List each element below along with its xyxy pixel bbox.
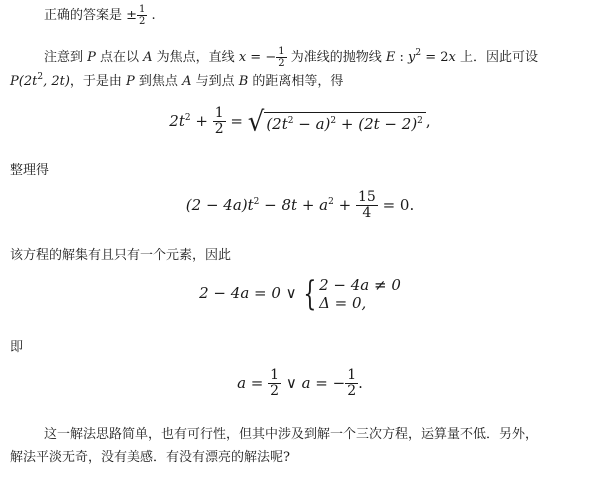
left-brace: {: [303, 274, 317, 314]
paragraph-conclusion-line2: 解法平淡无奇，没有美感．有没有漂亮的解法呢?: [10, 450, 290, 465]
equation-distance: $2t^2$ + $\frac{1}{2}$ = √ $(2t^2 - a)^2 + (2t - 2)^2$ ,: [169, 105, 431, 138]
equation-result: a = $\frac{1}{2}$ ∨ a = − $\frac{1}{2}$ .: [237, 367, 363, 400]
answer-line: 正确的答案是 ± $\frac{1}{2}$ .: [44, 4, 156, 27]
paragraph-therefore: 即: [10, 340, 24, 355]
cases-block: 2 − 4a ≠ 0 Δ = 0,: [319, 276, 401, 312]
paragraph-unique-solution: 该方程的解集有且只有一个元素，因此: [10, 248, 232, 263]
fraction: $\frac{1}{2}$: [139, 4, 146, 27]
paragraph-intro-line1: 注意到 P 点在以 A 为焦点，直线 x = − $\frac{1}{2}$ 为准线的抛物线 E : $y^2 = 2x$ 上．因此可设: [44, 46, 539, 69]
paragraph-simplify: 整理得: [10, 163, 50, 178]
square-root: √ $(2t^2 - a)^2 + (2t - 2)^2$: [248, 109, 426, 135]
fraction: $\frac{1}{2}$: [270, 367, 280, 400]
fraction: $\frac{1}{2}$: [347, 367, 357, 400]
fraction: $\frac{15}{4}$: [357, 189, 376, 222]
equation-cases: 2 − 4a = 0 ∨ { 2 − 4a ≠ 0 Δ = 0,: [199, 274, 401, 314]
paragraph-conclusion-line1: 这一解法思路简单，也有可行性，但其中涉及到解一个三次方程，运算量不低．另外，: [44, 427, 539, 442]
fraction: $\frac{1}{2}$: [214, 105, 224, 138]
fraction: $\frac{1}{2}$: [278, 46, 285, 69]
paragraph-intro-line2: $P(2t^2$, 2t)，于是由 P 到焦点 A 与到点 B 的距离相等，得: [10, 72, 344, 89]
equation-quadratic: $(2 - 4a)t^2 - 8t + a^2$ + $\frac{15}{4}$ = 0.: [185, 189, 415, 222]
